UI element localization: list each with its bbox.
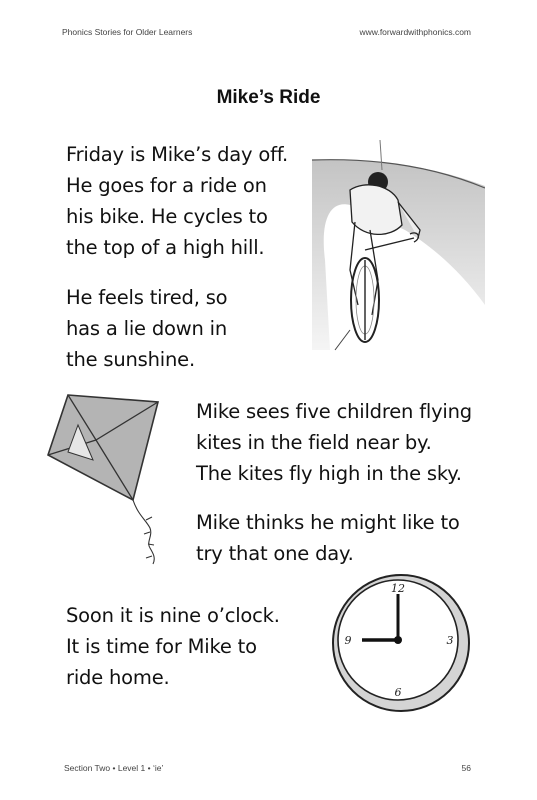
website-url: www.forwardwithphonics.com (359, 27, 471, 37)
text-line: kites in the field near by. (196, 431, 432, 454)
numeral-12: 12 (391, 582, 405, 595)
paragraph-3 (196, 396, 472, 489)
text-line: his bike. He cycles to (66, 205, 268, 228)
kite-illustration (38, 380, 168, 580)
page-number: 56 (461, 763, 471, 773)
text-line: the sunshine. (66, 348, 195, 371)
text-line: the top of a high hill. (66, 236, 265, 259)
text-line: has a lie down in (66, 317, 228, 340)
paragraph-4 (196, 507, 460, 569)
text-line: The kites fly high in the sky. (196, 462, 462, 485)
text-line: Friday is Mike’s day off. (66, 143, 288, 166)
text-line: He goes for a ride on (66, 174, 267, 197)
numeral-3: 3 (446, 634, 454, 647)
cyclist-illustration (310, 130, 485, 355)
series-title: Phonics Stories for Older Learners (62, 27, 193, 37)
story-title: Mike’s Ride (216, 87, 321, 108)
text-line: Mike sees five children flying (196, 400, 472, 423)
text-line: Soon it is nine o’clock. (66, 604, 280, 627)
paragraph-2 (66, 282, 227, 375)
numeral-6: 6 (394, 686, 402, 699)
text-line: try that one day. (196, 542, 354, 565)
paragraph-5 (66, 600, 280, 693)
text-line: He feels tired, so (66, 286, 228, 309)
clock-illustration (326, 568, 476, 718)
text-line: Mike thinks he might like to (196, 511, 460, 534)
paragraph-1 (66, 139, 288, 263)
numeral-9: 9 (344, 634, 352, 647)
text-line: It is time for Mike to (66, 635, 257, 658)
text-line: ride home. (66, 666, 170, 689)
section-label: Section Two • Level 1 • ‘ie’ (64, 763, 164, 773)
